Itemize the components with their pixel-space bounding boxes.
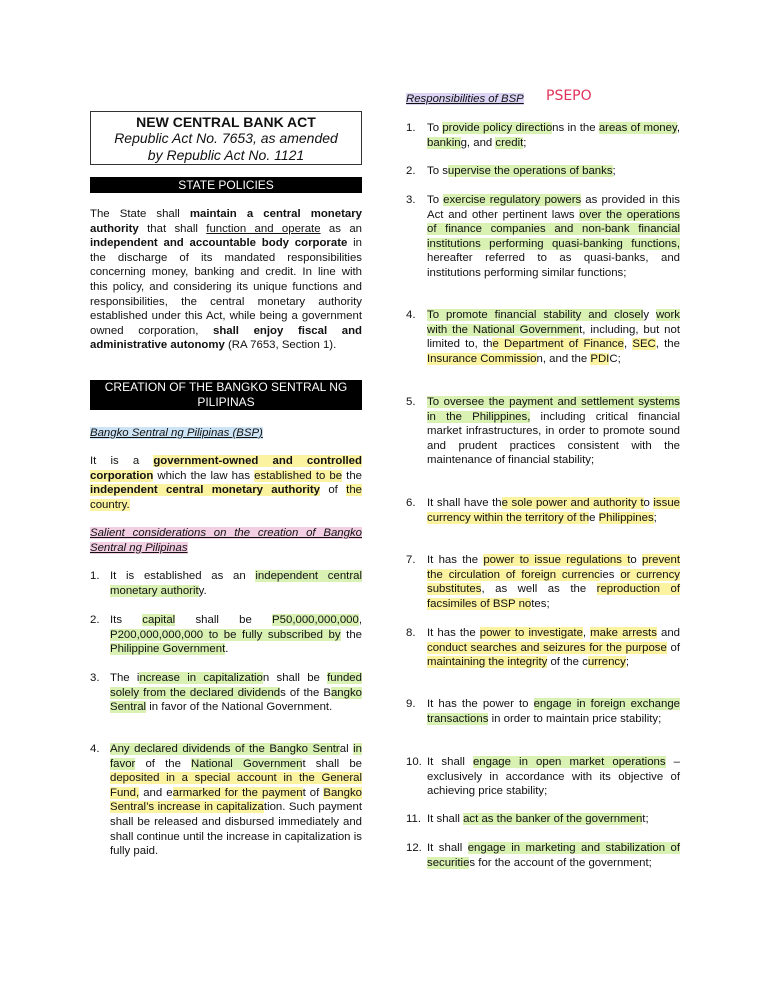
state-policies-header: STATE POLICIES (90, 177, 362, 193)
handwritten-margin-note: PSEPO (546, 88, 592, 104)
creation-header: CREATION OF THE BANGKO SENTRAL NG PILIPINAS (90, 380, 362, 410)
salient-heading: Salient considerations on the creation of Bangko Sentral ng Pilipinas (90, 527, 362, 554)
document-title: NEW CENTRAL BANK ACT (136, 114, 316, 130)
document-subtitle-1: Republic Act No. 7653, as amended (114, 130, 338, 146)
title-box (90, 111, 362, 165)
bsp-definition: It is a government-owned and controlled corporation which the law has established to be the independent central monetary authority of the country. (90, 455, 362, 511)
state-policies-paragraph: The State shall maintain a central monetary authority that shall function and operate as an independent and accountable body corporate in the discharge of its mandated responsibilities concerning money, banking and credit. In line with this policy, and considering its unique functions and responsibilities, the central monetary authority established under this Act, while being a government owned corporation, shall enjoy fiscal and administrative autonomy (RA 7653, Section 1). (90, 208, 363, 352)
bsp-heading: Bangko Sentral ng Pilipinas (BSP) (90, 427, 263, 439)
document-subtitle-2: by Republic Act No. 1121 (147, 147, 305, 163)
responsibilities-heading: Responsibilities of BSP (406, 93, 524, 105)
